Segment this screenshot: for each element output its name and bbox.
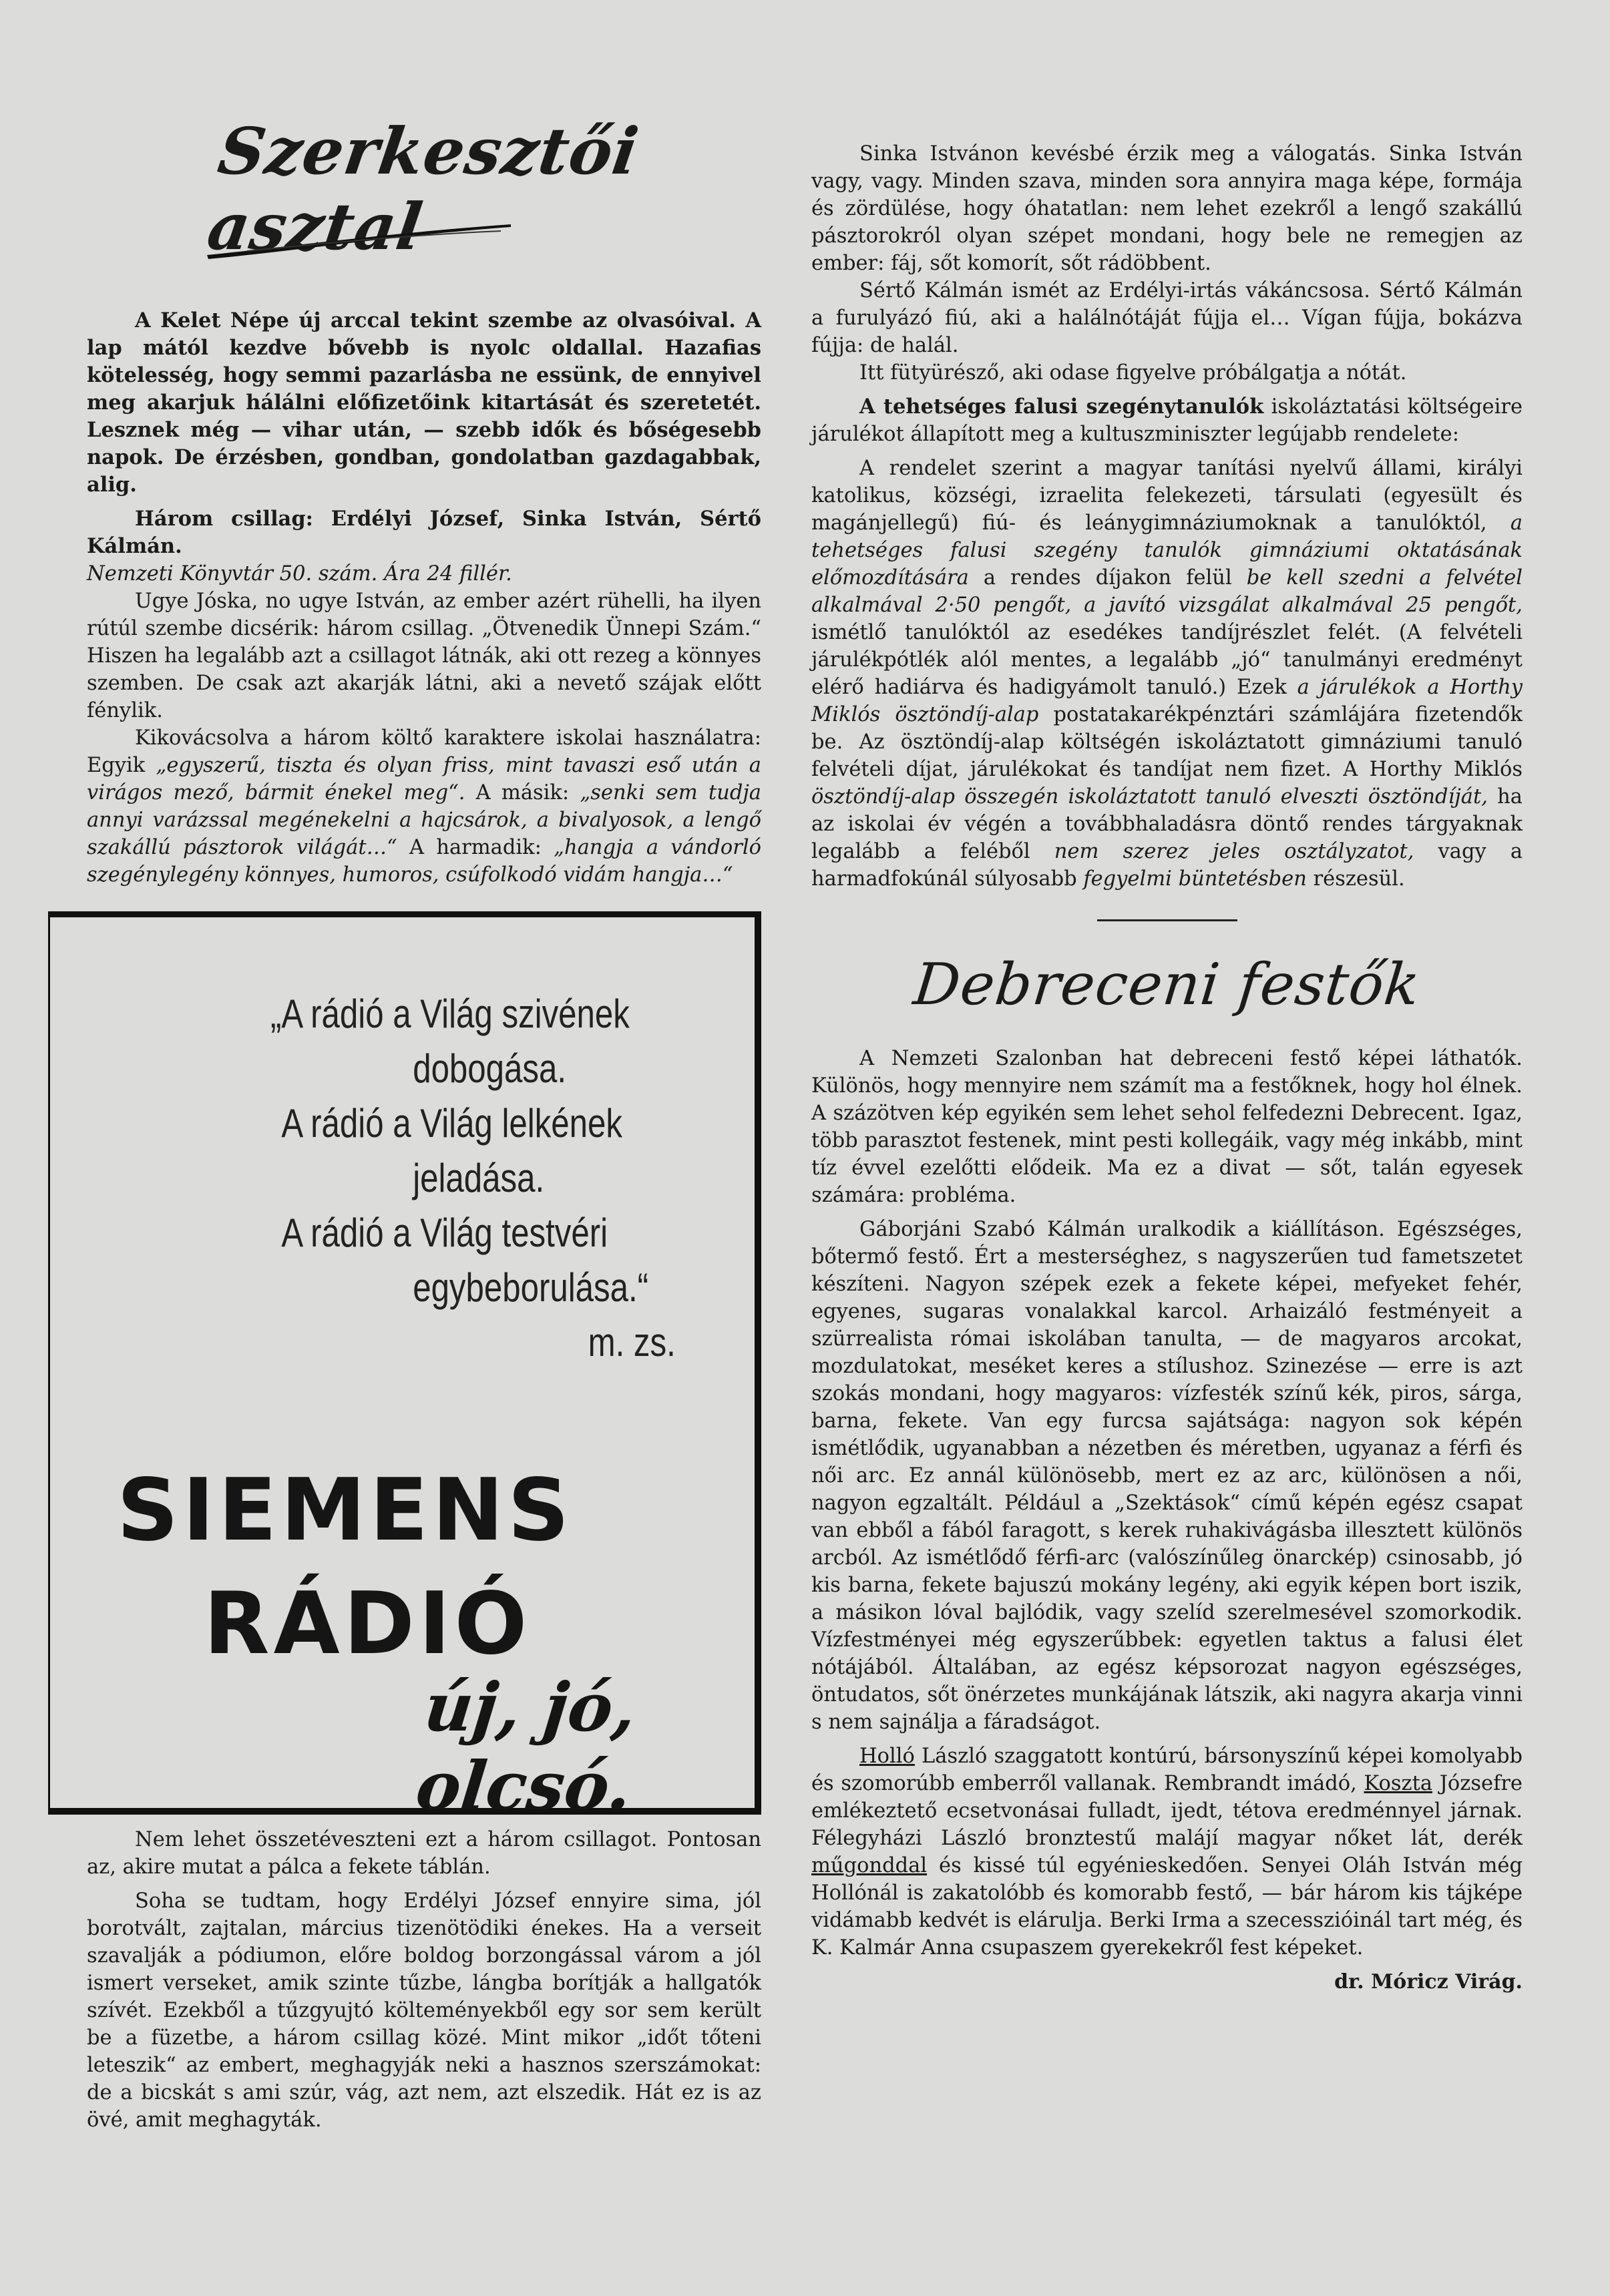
text-run: ismétlő tanulóktól az esedékes tandíjrészlet felét. (A felvételi járulékpótlék alól mentes, a legalább „jó“ tanulmányi eredményt elérő hadiárva és hadigyámolt tanuló.) Ezek [811,621,1523,699]
paragraph-serto: Sértő Kálmán ismét az Erdélyi-irtás vákáncsosa. Sértő Kálmán a furulyázó fiú, aki a halálnótáját fújja el… Vígan fújja, bokázva fújja: de halál. [811,279,1523,357]
italic-run: nem szerez jeles osztályzatot, [1054,840,1414,863]
three-stars-heading: Három csillag: Erdélyi József, Sinka István, Sértő Kálmán. [87,507,761,558]
italic-run: fegyelmi büntetésben [1083,867,1307,891]
paragraph-hollo [811,1743,1523,1962]
italic-run: be kell szedni a felvétel alkalmával 2·50 pengőt, a javító vizsgálat alkalmával 25 pengőt, [811,566,1523,617]
section-divider [1097,919,1237,921]
text-run: ha az iskolai év végén a továbbhaladásra döntő rendes tárgyaknak legalább a feléből [811,785,1523,863]
paragraph-nemzeti-szalon: A Nemzeti Szalonban hat debreceni festő képei láthatók. Különös, hogy mennyire nem számít ma a festőknek, hogy hol élnek. A százötven kép egyikén sem lehet sehol felfedezni Debrecent. Igaz, több parasztot festenek, mint pesti kollegáik, vagy még inkább, mint tíz évvel ezelőtti elődeik. Ma ez a divat — sőt, talán egyesek számára: probléma. [811,1047,1523,1207]
intro-paragraph: A Kelet Népe új arccal tekint szembe az olvasóival. A lap mától kezdve bővebb is nyolc oldallal. Hazafias kötelesség, hogy semmi pazarlásba ne essünk, de ennyivel meg akarjuk hálálni előfizetőink kitartását és szeretetét. Lesznek még — vihar után, — szebb idők és bőségesebb napok. De érzésben, gondban, gondolatban gazdagabbak, alig. [87,308,761,497]
masthead [87,93,761,307]
text-run: A másik: [465,781,580,805]
ad-quote-line: jeladása. [413,1156,545,1200]
italic-run: ösztöndíj-alap összegén iskoláztatott tanuló elveszti ösztöndíját, [811,785,1488,809]
underlined-run: műgonddal [811,1854,928,1877]
ad-brand-radio: RÁDIÓ [204,1574,532,1674]
book-info [87,560,761,588]
text-run: postatakarékpénztári számlájára fizetendők be. Az ösztöndíj-alap költségén iskoláztatott gimnáziumi tanuló felvételi díjat, járulékokat és tandíjat nem fizet. A Horthy Miklós [811,703,1523,781]
text-run: A harmadik: [397,836,554,859]
paragraph-rendelet [811,455,1523,893]
author-signature: dr. Móricz Virág. [1334,1970,1523,1994]
text-run: Józsefre emlékeztető ecsetvonásai fulladt, ijedt, tétova eredménnyel járnak. Félegyházi László bronztestű malájí magyar nőket lát, derék [811,1772,1523,1850]
masthead-title: Szerkesztői asztal [203,113,644,264]
paragraph-erdelyi: Soha se tudtam, hogy Erdélyi József ennyire sima, jól borotvált, zajtalan, március tizenötödiki énekes. Ha a verseit szavalják a pódiumon, előre boldog borzongással várom a jól ismert verseket, amik szinte tűzbe, lángba borítják a hallgatók szívét. Ezekből a tűzgyujtó költeményekből egy sor sem került be a füzetbe, a három csillag közé. Mint mikor „időt tőteni leteszik“ az embert, meghagyják neki a hasznos szerszámokat: de a bicskát s ami szúr, vág, azt nem, azt elszedik. Hát ez is az övé, amit meghagyták. [87,1889,761,2132]
ad-quote-signature: m. zs. [588,1320,676,1365]
text-run: vagy a harmadfokúnál súlyosabb [811,840,1523,891]
text-run: részesül. [1306,867,1405,891]
text-run: Kikovácsolva a három költő karaktere iskolai használatra: Egyik [87,726,761,777]
ad-quote-line: A rádió a Világ testvéri [281,1210,608,1255]
quote-run: „senki sem tudja annyi varázssal megénekelni a hajcsárok, a bivalyosok, a lengő szakállú pásztorok világát…“ [87,781,761,859]
book-info-text: Nemzeti Könyvtár 50. szám. Ára 24 fillér. [87,562,512,586]
ad-slogan: új, jó, olcsó. [412,1668,640,1825]
italic-run: a járulékok a Horthy Miklós ösztöndíj-alap [811,676,1523,726]
paragraph-gaborjani: Gáborjáni Szabó Kálmán uralkodik a kiállításon. Egészséges, bőtermő festő. Ért a mesterséghez, s nagyszerűen tud fametszetet készíteni. Nagyon szépek ezek a fekete képei, mefyeket fehér, egyenes, sugaras vonalakkal karcol. Arhaizáló festményeit a szürrealista római iskolában tanulta, — de magyaros arcokat, mozdulatokat, meséket keres a stílushoz. Szinezése — erre is azt szokás mondani, hogy magyaros: vízfesték színű kék, piros, sárga, barna, fekete. Van egy furcsa sajátsága: nagyon sok képén ismétlődik, ugyanabban a nézetben és méretben, ugyanaz a férfi és női arc. Ez annál különösebb, mert ez az arc, különösen a női, nagyon egzaltált. Például a „Szektások“ című képén egész csapat van ebből a fából faragott, s kerek ruhakivágásba illesztett különös arcból. Az ismétlődő férfi-arc (valószínűleg önarckép) csinosabb, jó kis barna, fekete bajuszú mokány legény, aki egyik képen bort iszik, a másikon lóval bajlódik, vagy szelíd szerelmesével szomorkodik. Vízfestményei még egyszerűbbek: egyetlen taktus a falusi élet nótájából. Általában, az egész képsorozat nagyon egészséges, öntudatos, sőt önérzetes munkájának látszik, aki nagyra akarja vinni s nem sajnálja a fáradságot. [811,1218,1523,1734]
quote-run: „egyszerű, tiszta és olyan friss, mint tavaszi eső után a virágos mező, bármit énekel meg“. [87,754,761,805]
paragraph-szegenytanulok [811,393,1523,448]
underlined-run: Holló [859,1745,915,1768]
bold-run: A tehetséges falusi szegénytanulók [859,395,1264,419]
ad-quote-line: A rádió a Világ lelkének [281,1101,622,1146]
ad-brand-siemens: SIEMENS [117,1461,574,1560]
paragraph-futyuresz: Itt fütyürésző, aki odase figyelve próbálgatja a nótát. [859,361,1407,385]
paragraph-karakter [87,724,761,889]
siemens-radio-advertisement [48,911,761,1825]
left-column [87,93,761,889]
text-run: A rendelet szerint a magyar tanítási nyelvű állami, királyi katolikus, községi, izraelita felekezeti, társulati (egyesült és magánjellegű) fiú- és leánygimnáziumoknak a tanulóktól, [811,457,1523,535]
masthead-swoosh [207,220,514,260]
ad-quote [270,987,676,1370]
debreceni-festok-title: Debreceni festők [910,951,1424,1018]
text-run: László szaggatott kontúrú, bársonyszínű képei komolyabb és szomorúbb emberről vallanak. Rembrandt imádó, [811,1745,1523,1795]
quote-run: „hangja a vándorló szegénylegény könnyes, humoros, csúfolkodó vidám hangja…“ [87,836,761,887]
text-run: iskoláztatási költségeire járulékot állapított meg a kultuszminiszter legújabb rendelete: [811,395,1523,446]
ad-quote-line: egybeborulása.“ [413,1265,649,1310]
left-column-continued [87,1826,761,2134]
underlined-run: Koszta [1364,1772,1433,1795]
paragraph-jóska: Ugye Jóska, no ugye István, az ember azért rühelli, ha ilyen rútúl szembe dicsérik: három csillag. „Ötvenedik Ünnepi Szám.“ Hiszen ha legalább azt a csillagot látnák, aki ott rezeg a könnyes szemben. De csak azt akarják látni, aki a nevető szájak előtt fénylik. [87,590,761,722]
paragraph-sinka: Sinka Istvánon kevésbé érzik meg a válogatás. Sinka István vagy, vagy. Minden szava, minden sora annyira maga képe, formája és zördülése, hogy óhatatlan: nem lehet ezekről a lengő szakállú pásztorokról olyan szépet mondani, hogy bele ne remegjen az ember: fáj, sőt komorít, sőt rádöbbent. [811,142,1523,275]
ad-quote-line: dobogása. [413,1046,567,1091]
italic-run: a tehetséges falusi szegény tanulók gimnáziumi oktatásának előmozdítására [811,511,1523,590]
text-run: és kissé túl egyénieskedően. Senyei Oláh István még Hollónál is zakatolóbb és komorabb festő, — bár három kis tájképe vidámabb kedvét is elárulja. Berki Irma a szecesszióinál tart még, és K. Kalmár Anna csupaszem gyerekekről fest képeket. [811,1854,1523,1960]
right-column [811,140,1523,1996]
paragraph-osszeteveszteni: Nem lehet összetéveszteni ezt a három csillagot. Pontosan az, akire mutat a pálca a fekete táblán. [87,1828,761,1879]
ad-quote-line: „A rádió a Világ szivének [270,991,630,1036]
text-run: a rendes díjakon felül [968,566,1247,590]
ad-top-border [50,913,755,917]
